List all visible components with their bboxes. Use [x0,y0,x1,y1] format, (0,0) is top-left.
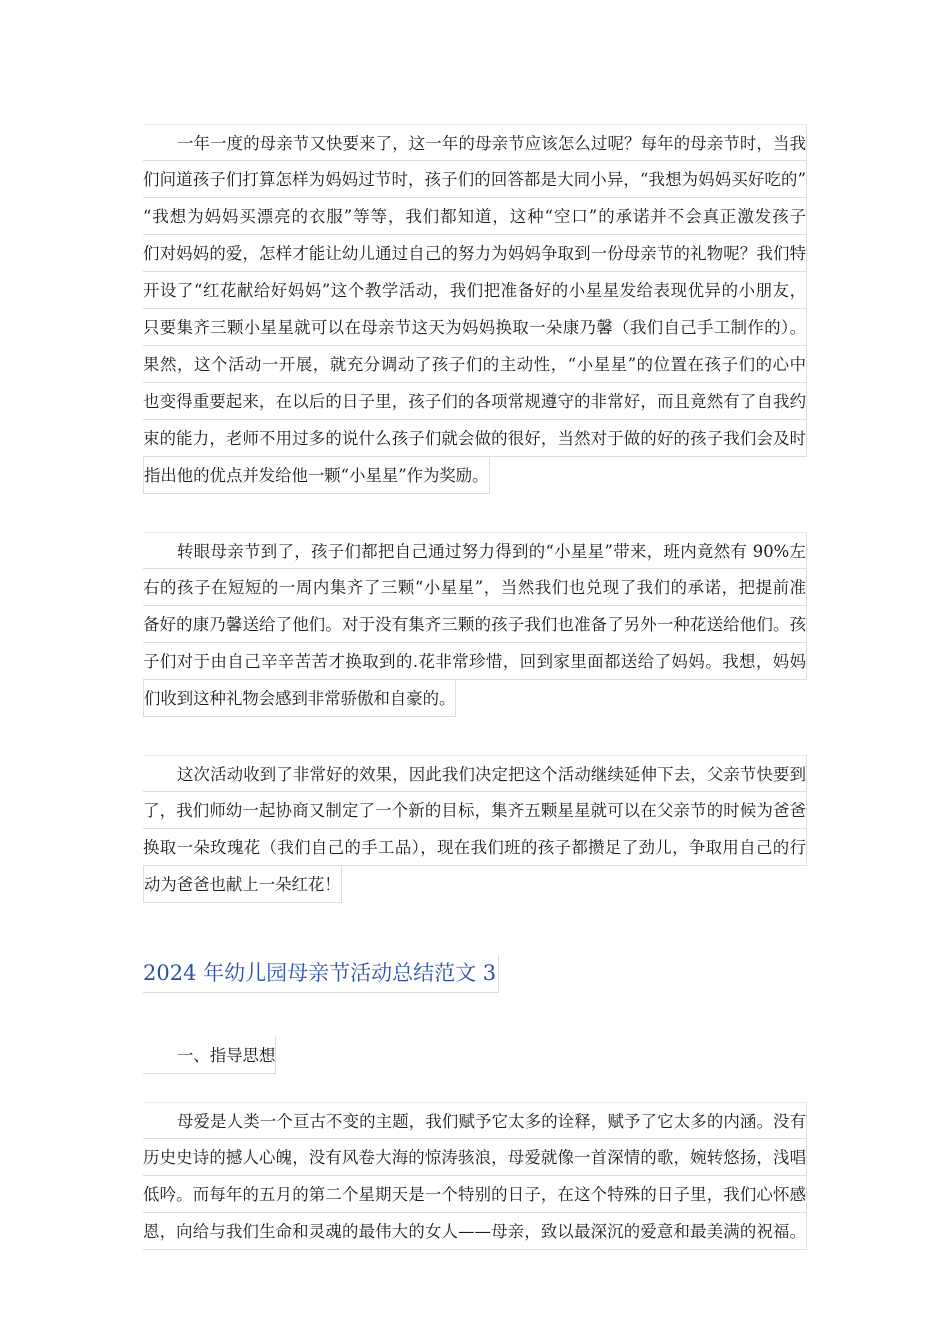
text-line: 们对妈妈的爱，怎样才能让幼儿通过自己的努力为妈妈争取到一份母亲节的礼物呢？我们特 [143,235,807,272]
text-line: “我想为妈妈买漂亮的衣服”等等，我们都知道，这种“空口”的承诺并不会真正激发孩子 [143,198,807,235]
subheading: 一、指导思想 [143,1037,276,1074]
text-line: 果然，这个活动一开展，就充分调动了孩子们的主动性，“小星星”的位置在孩子们的心中 [143,346,807,383]
text-line: 右的孩子在短短的一周内集齐了三颗“小星星”，当然我们也兑现了我们的承诺，把提前准 [143,569,807,606]
paragraph-1 [143,124,807,498]
document-page [143,124,807,1250]
text-line: 们问道孩子们打算怎样为妈妈过节时，孩子们的回答都是大同小异，“我想为妈妈买好吃的” [143,161,807,198]
text-line: 只要集齐三颗小星星就可以在母亲节这天为妈妈换取一朵康乃馨（我们自己手工制作的）。 [143,309,807,346]
section-heading: 2024 年幼儿园母亲节活动总结范文 3 [143,955,499,993]
paragraph-4 [143,1102,807,1250]
text-line: 们收到这种礼物会感到非常骄傲和自豪的。 [143,680,456,717]
text-line: 低吟。而每年的五月的第二个星期天是一个特别的日子，在这个特殊的日子里，我们心怀感 [143,1176,807,1213]
text-line: 指出他的优点并发给他一颗“小星星”作为奖励。 [143,457,490,494]
text-line: 一年一度的母亲节又快要来了，这一年的母亲节应该怎么过呢？每年的母亲节时，当我 [143,124,807,161]
text-line: 这次活动收到了非常好的效果，因此我们决定把这个活动继续延伸下去，父亲节快要到 [143,755,807,792]
text-line: 备好的康乃馨送给了他们。对于没有集齐三颗的孩子我们也准备了另外一种花送给他们。孩 [143,606,807,643]
paragraph-2 [143,532,807,721]
text-line: 子们对于由自己辛辛苦苦才换取到的.花非常珍惜，回到家里面都送给了妈妈。我想，妈妈 [143,643,807,680]
text-line: 开设了“红花献给好妈妈”这个教学活动，我们把准备好的小星星发给表现优异的小朋友， [143,272,807,309]
text-line: 动为爸爸也献上一朵红花！ [143,866,342,903]
text-line: 换取一朵玫瑰花（我们自己的手工品），现在我们班的孩子都攒足了劲儿，争取用自己的行 [143,829,807,866]
paragraph-3 [143,755,807,907]
text-line: 恩，向给与我们生命和灵魂的最伟大的女人——母亲，致以最深沉的爱意和最美满的祝福。 [143,1213,807,1250]
text-line: 也变得重要起来，在以后的日子里，孩子们的各项常规遵守的非常好，而且竟然有了自我约 [143,383,807,420]
text-line: 母爱是人类一个亘古不变的主题，我们赋予它太多的诠释，赋予了它太多的内涵。没有 [143,1102,807,1139]
text-line: 束的能力，老师不用过多的说什么孩子们就会做的很好，当然对于做的好的孩子我们会及时 [143,420,807,457]
text-line: 历史史诗的撼人心魄，没有风卷大海的惊涛骇浪，母爱就像一首深情的歌，婉转悠扬，浅唱 [143,1139,807,1176]
text-line: 了，我们师幼一起协商又制定了一个新的目标，集齐五颗星星就可以在父亲节的时候为爸爸 [143,792,807,829]
text-line: 转眼母亲节到了，孩子们都把自己通过努力得到的“小星星”带来，班内竟然有 90%左 [143,532,807,569]
